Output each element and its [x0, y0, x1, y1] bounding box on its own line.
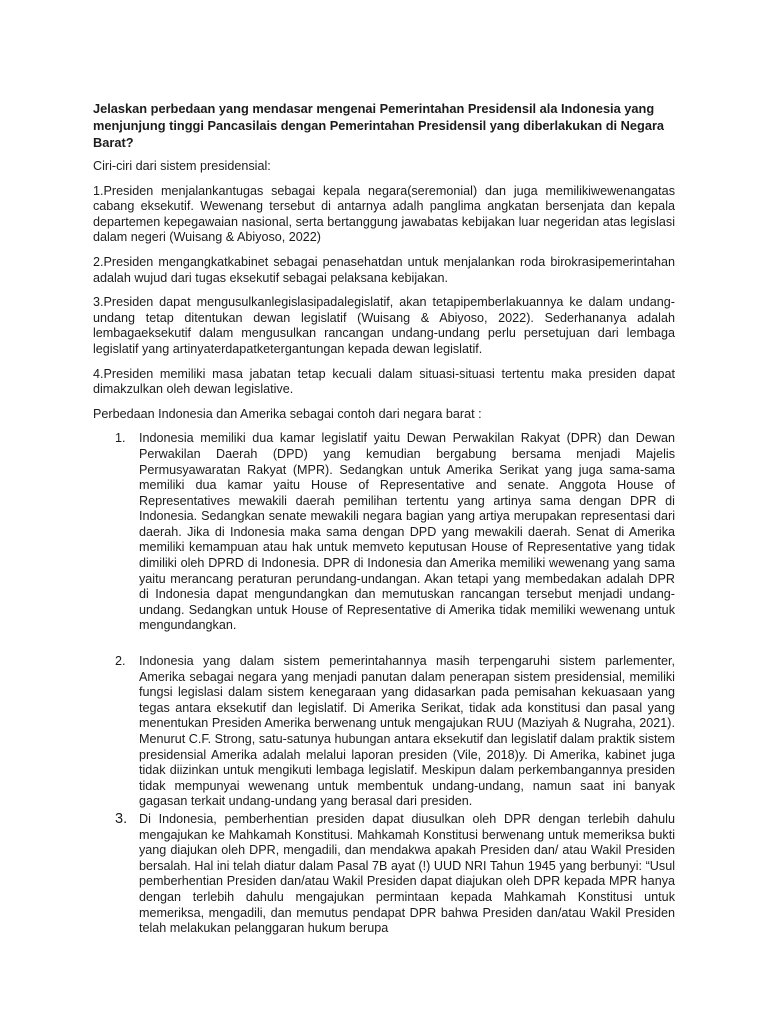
ciri-paragraph-1: 1.Presiden menjalankantugas sebagai kepala negara(seremonial) dan juga memilikiwewenangatas cabang eksekutif. Wewenang tersebut di antarnya adalh panglima angkatan bersenjata dan kepala departemen kepegawaian nasional, serta bertanggung jawabatas kebijakan luar negeridan atas legislasi dalam negeri (Wuisang & Abiyoso, 2022) [93, 183, 675, 245]
ciri-paragraph-2: 2.Presiden mengangkatkabinet sebagai penasehatdan untuk menjalankan roda birokrasipemerintahan adalah wujud dari tugas eksekutif sebagai pelaksana kebijakan. [93, 254, 675, 285]
list-item [93, 812, 675, 937]
list-item-number: 1. [115, 431, 126, 446]
list-item-text: Indonesia memiliki dua kamar legislatif yaitu Dewan Perwakilan Rakyat (DPR) dan Dewan Perwakilan Daerah (DPD) yang kemudian bergabung bersama menjadi Majelis Permusyawaratan Rakyat (MPR). Sedangkan untuk Amerika Serikat yang juga sama-sama memiliki dua kamar yaitu House of Representative and senate. Anggota House of Representatives mewakili daerah pemilihan tertentu yang artinya sama dengan DPR di Indonesia. Sedangkan senate mewakili negara bagian yang artiya merupakan representasi dari daerah. Jika di Indonesia maka sama dengan DPD yang mewakili daerah. Senat di Amerika memiliki kemampuan atau hak untuk memveto keputusan House of Representative yang tidak dimiliki oleh DPRD di Indonesia. DPR di Indonesia dan Amerika memiliki wewenang yang sama yaitu merancang peraturan perundang-undangan. Akan tetapi yang membedakan adalah DPR di Indonesia dapat mengundangkan dan memutuskan rancangan tersebut menjadi undang-undang. Sedangkan untuk House of Representative di Amerika tidak memiliki wewenang untuk mengundangkan. [139, 431, 675, 633]
list-item [93, 431, 675, 634]
perbedaan-heading: Perbedaan Indonesia dan Amerika sebagai contoh dari negara barat : [93, 406, 482, 421]
ciri-paragraph-3: 3.Presiden dapat mengusulkanlegislasipadalegislatif, akan tetapipemberlakuannya ke dalam undang-undang tetap ditentukan dewan legislatif (Wuisang & Abiyoso, 2022). Sederhananya adalah lembagaeksekutif dalam mengusulkan rancangan undang-undang perlu persetujuan dari lembaga legislatif yang artinyaterdapatketergantungan kepada dewan legislatif. [93, 295, 675, 356]
list-item [93, 654, 675, 810]
list-item-text: Indonesia yang dalam sistem pemerintahannya masih terpengaruhi sistem parlementer, Amerika sebagai negara yang menjadi panutan dalam penerapan sistem presidensial, memiliki fungsi legislasi dalam sistem kenegaraan yang didasarkan pada pemisahan kekuasaan yang tegas antara eksekutif dan legislatif. Di Amerika Serikat, tidak ada konstitusi dan pasal yang menentukan Presiden Amerika berwenang untuk mengajukan RUU (Maziyah & Nugraha, 2021). Menurut C.F. Strong, satu-satunya hubungan antara eksekutif dan legislatif dalam praktik sistem presidensial Amerika adalah melalui laporan presiden (Vile, 2018)y. Di Amerika, kabinet juga tidak diizinkan untuk mengikuti lembaga legislatif. Meskipun dalam perkembangannya presiden tidak mempunyai wewenang untuk membentuk undang-undang, namun saat ini banyak gagasan terkait undang-undang yang berasal dari presiden. [139, 654, 675, 809]
perbedaan-list [93, 431, 675, 936]
list-item-number: 3. [115, 810, 128, 827]
document-title: Jelaskan perbedaan yang mendasar mengenai Pemerintahan Presidensil ala Indonesia yang menjunjung tinggi Pancasilais dengan Pemerintahan Presidensil yang diberlakukan di Negara Barat? [93, 101, 665, 150]
list-item-text: Di Indonesia, pemberhentian presiden dapat diusulkan oleh DPR dengan terlebih dahulu mengajukan ke Mahkamah Konstitusi. Mahkamah Konstitusi berwenang untuk memeriksa bukti yang diajukan oleh DPR, mengadili, dan mendakwa apakah Presiden dan/ atau Wakil Presiden bersalah. Hal ini telah diatur dalam Pasal 7B ayat (!) UUD NRI Tahun 1945 yang berbunyi: “Usul pemberhentian Presiden dan/atau Wakil Presiden dapat diajukan oleh DPR kepada MPR hanya dengan terlebih dahulu mengajukan permintaan kepada Mahkamah Konstitusi untuk memeriksa, mengadili, dan memutus pendapat DPR bahwa Presiden dan/atau Wakil Presiden telah melakukan pelanggaran hukum berupa [139, 811, 675, 936]
ciri-heading: Ciri-ciri dari sistem presidensial: [93, 159, 271, 173]
ciri-paragraph-4: 4.Presiden memiliki masa jabatan tetap kecuali dalam situasi-situasi tertentu maka presiden dapat dimakzulkan oleh dewan legislative. [93, 366, 675, 397]
list-item-number: 2. [115, 654, 126, 669]
document-body [93, 100, 675, 937]
